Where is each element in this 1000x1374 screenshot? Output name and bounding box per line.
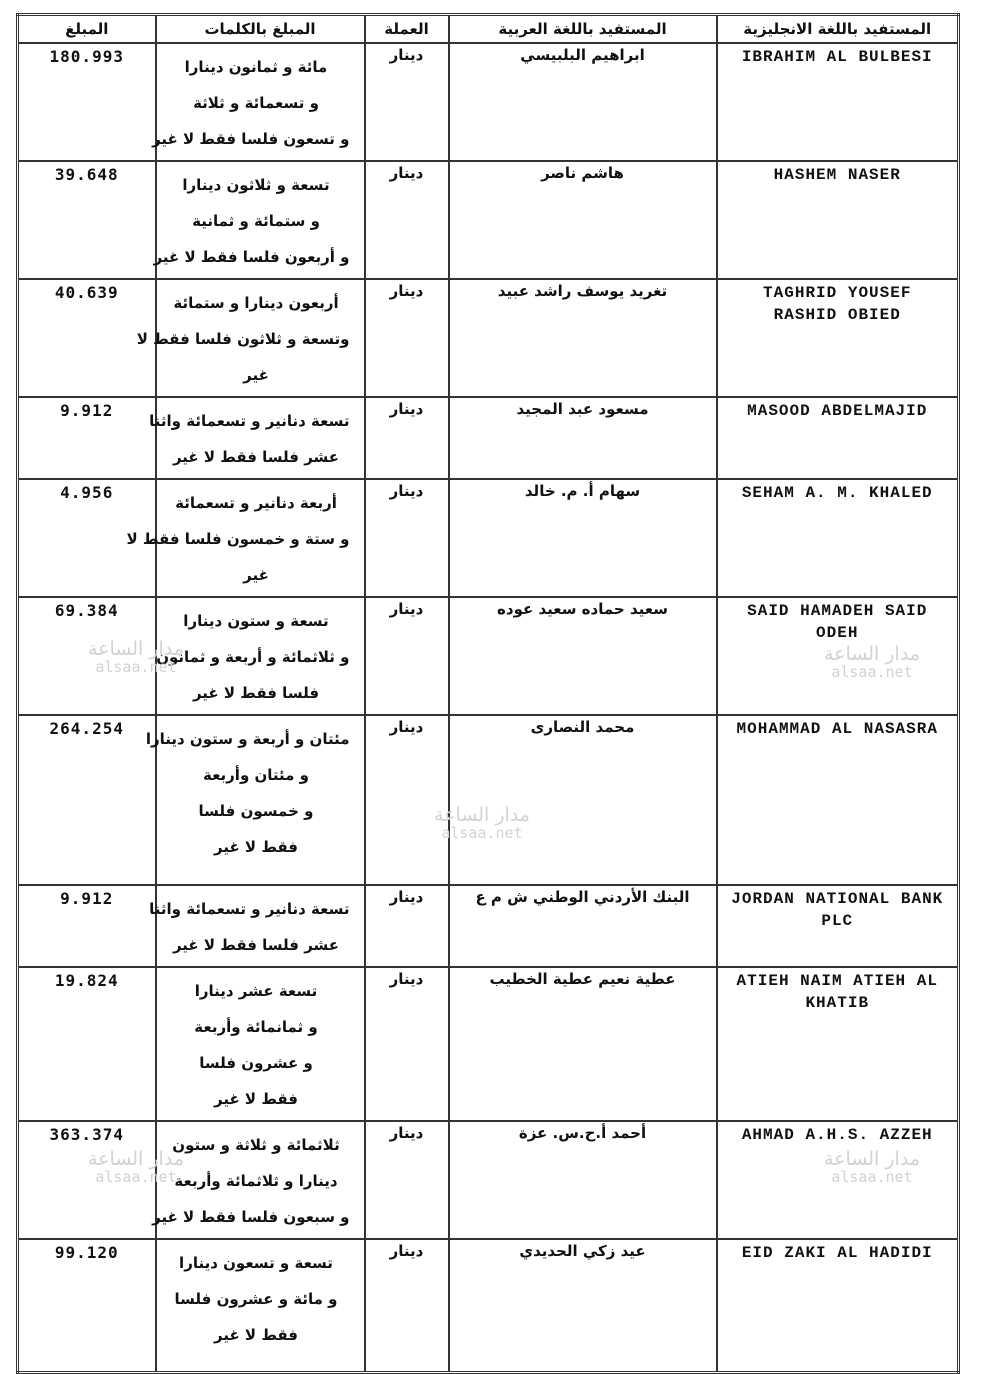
amount-words-line: تسعة دنانير و تسعمائة واثنا — [149, 900, 350, 918]
beneficiary-arabic-cell: البنك الأردني الوطني ش م ع — [449, 885, 717, 967]
watermark-latin: alsaa.net — [95, 1168, 177, 1186]
amount-words-cell — [156, 597, 365, 715]
amount-words-line: و خمسون فلسا — [198, 802, 314, 820]
table-row — [18, 885, 959, 967]
header-beneficiary-arabic: المستفيد باللغة العربية — [449, 15, 717, 44]
beneficiary-english-cell: HASHEM NASER — [717, 161, 959, 279]
amount-words-line: و سبعون فلسا فقط لا غير — [152, 1208, 350, 1226]
amount-cell: 363.374 — [18, 1121, 156, 1239]
amount-words-line: تسعة و ثلاثون دينارا — [182, 176, 330, 194]
amount-words-line: و ستمائة و ثمانية — [192, 212, 320, 230]
currency-cell: دينار — [365, 43, 449, 161]
currency-cell: دينار — [365, 1121, 449, 1239]
currency-cell: دينار — [365, 597, 449, 715]
currency-cell: دينار — [365, 397, 449, 479]
amount-words-cell — [152, 1121, 365, 1239]
amount-cell: 264.254 — [18, 715, 156, 885]
amount-words-line: تسعة و ستون دينارا — [183, 612, 329, 630]
currency-cell: دينار — [365, 1239, 449, 1372]
amount-words-line: غير — [243, 566, 269, 584]
amount-words-cell — [149, 885, 365, 967]
watermark-latin: alsaa.net — [831, 1168, 913, 1186]
header-beneficiary-english: المستفيد باللغة الانجليزية — [717, 15, 959, 44]
beneficiary-arabic-cell: ابراهيم البلبيسي — [449, 43, 717, 161]
amount-words-cell — [153, 161, 365, 279]
watermark-latin: alsaa.net — [95, 658, 177, 676]
header-amount: المبلغ — [18, 15, 156, 44]
watermark-arabic: مدار الساعة — [88, 1148, 184, 1170]
table-row — [18, 1239, 959, 1372]
table-row — [18, 1121, 959, 1239]
beneficiary-english-cell: MASOOD ABDELMAJID — [717, 397, 959, 479]
amount-words-line: تسعة دنانير و تسعمائة واثنا — [149, 412, 350, 430]
watermark-arabic: مدار الساعة — [434, 804, 530, 826]
amount-cell: 99.120 — [18, 1239, 156, 1372]
table-row — [18, 715, 959, 885]
amount-words-cell — [156, 1239, 365, 1372]
beneficiary-arabic-cell: مسعود عبد المجيد — [449, 397, 717, 479]
beneficiary-english-cell: TAGHRID YOUSEF RASHID OBIED — [717, 279, 959, 397]
beneficiary-english-cell: JORDAN NATIONAL BANK PLC — [717, 885, 959, 967]
document-page — [16, 13, 957, 1374]
currency-cell: دينار — [365, 715, 449, 885]
table-row — [18, 479, 959, 597]
amount-cell: 9.912 — [18, 397, 156, 479]
amount-words-line: مائة و ثمانون دينارا — [184, 58, 328, 76]
watermark-arabic: مدار الساعة — [824, 1148, 920, 1170]
beneficiary-english-cell: EID ZAKI AL HADIDI — [717, 1239, 959, 1372]
amount-words-line: و تسعون فلسا فقط لا غير — [152, 130, 350, 148]
table-row — [18, 967, 959, 1121]
amount-words-line: أربعة دنانير و تسعمائة — [175, 494, 337, 512]
watermark-latin: alsaa.net — [831, 663, 913, 681]
amount-cell: 69.384 — [18, 597, 156, 715]
table-header-row — [18, 15, 959, 44]
amount-cell: 39.648 — [18, 161, 156, 279]
amount-words-cell — [149, 397, 365, 479]
beneficiary-arabic-cell: أحمد أ.ح.س. عزة — [449, 1121, 717, 1239]
header-amount-words: المبلغ بالكلمات — [156, 15, 365, 44]
beneficiary-arabic-cell: تغريد يوسف راشد عبيد — [449, 279, 717, 397]
beneficiary-table — [16, 13, 960, 1374]
amount-words-line: عشر فلسا فقط لا غير — [172, 936, 340, 954]
beneficiary-arabic-cell: محمد النصارى — [449, 715, 717, 885]
beneficiary-arabic-cell: سعيد حماده سعيد عوده — [449, 597, 717, 715]
amount-words-cell — [152, 43, 365, 161]
watermark-arabic: مدار الساعة — [824, 643, 920, 665]
beneficiary-english-cell: MOHAMMAD AL NASASRA — [717, 715, 959, 885]
beneficiary-arabic-cell: هاشم ناصر — [449, 161, 717, 279]
beneficiary-english-cell: ATIEH NAIM ATIEH AL KHATIB — [717, 967, 959, 1121]
amount-words-line: فلسا فقط لا غير — [192, 684, 320, 702]
watermark-arabic: مدار الساعة — [88, 638, 184, 660]
beneficiary-arabic-cell: عطية نعيم عطية الخطيب — [449, 967, 717, 1121]
beneficiary-english-cell: SAID HAMADEH SAID ODEH — [717, 597, 959, 715]
amount-words-cell — [156, 967, 365, 1121]
amount-cell: 4.956 — [18, 479, 156, 597]
amount-words-line: عشر فلسا فقط لا غير — [172, 448, 340, 466]
table-row — [18, 279, 959, 397]
currency-cell: دينار — [365, 279, 449, 397]
beneficiary-english-cell: SEHAM A. M. KHALED — [717, 479, 959, 597]
watermark-latin: alsaa.net — [441, 824, 523, 842]
amount-words-line: و عشرون فلسا — [199, 1054, 313, 1072]
amount-words-line: و ثلاثمائة و أربعة و ثمانون — [156, 648, 350, 666]
amount-words-line: و مئتان وأربعة — [202, 766, 310, 784]
header-currency: العملة — [365, 15, 449, 44]
currency-cell: دينار — [365, 885, 449, 967]
amount-words-line: ثلاثمائة و ثلاثة و ستون — [172, 1136, 340, 1154]
amount-cell: 9.912 — [18, 885, 156, 967]
amount-words-cell — [126, 479, 365, 597]
amount-words-line: و مائة و عشرون فلسا — [174, 1290, 338, 1308]
currency-cell: دينار — [365, 967, 449, 1121]
amount-cell: 19.824 — [18, 967, 156, 1121]
amount-words-line: و أربعون فلسا فقط لا غير — [153, 248, 350, 266]
table-row — [18, 597, 959, 715]
amount-cell: 40.639 — [18, 279, 156, 397]
beneficiary-arabic-cell: سهام أ. م. خالد — [449, 479, 717, 597]
amount-cell: 180.993 — [18, 43, 156, 161]
amount-words-line: و ستة و خمسون فلسا فقط لا — [126, 530, 350, 548]
currency-cell: دينار — [365, 479, 449, 597]
table-row — [18, 43, 959, 161]
amount-words-line: وتسعة و ثلاثون فلسا فقط لا — [136, 330, 350, 348]
amount-words-line: فقط لا غير — [214, 1326, 298, 1344]
amount-words-cell — [145, 715, 365, 885]
currency-cell: دينار — [365, 161, 449, 279]
amount-words-line: و تسعمائة و ثلاثة — [193, 94, 319, 112]
amount-words-line: تسعة و تسعون دينارا — [179, 1254, 333, 1272]
beneficiary-arabic-cell: عيد زكي الحديدي — [449, 1239, 717, 1372]
amount-words-line: فقط لا غير — [214, 838, 298, 856]
beneficiary-english-cell: IBRAHIM AL BULBESI — [717, 43, 959, 161]
amount-words-line: أربعون دينارا و ستمائة — [173, 294, 339, 312]
amount-words-line: دينارا و ثلاثمائة وأربعة — [174, 1172, 338, 1190]
amount-words-line: فقط لا غير — [214, 1090, 298, 1108]
table-row — [18, 161, 959, 279]
amount-words-cell — [136, 279, 365, 397]
amount-words-line: و ثمانمائة وأربعة — [194, 1018, 318, 1036]
amount-words-line: مئتان و أربعة و ستون دينارا — [145, 730, 350, 748]
amount-words-line: تسعة عشر دينارا — [194, 982, 318, 1000]
beneficiary-english-cell: AHMAD A.H.S. AZZEH — [717, 1121, 959, 1239]
table-row — [18, 397, 959, 479]
amount-words-line: غير — [243, 366, 269, 384]
